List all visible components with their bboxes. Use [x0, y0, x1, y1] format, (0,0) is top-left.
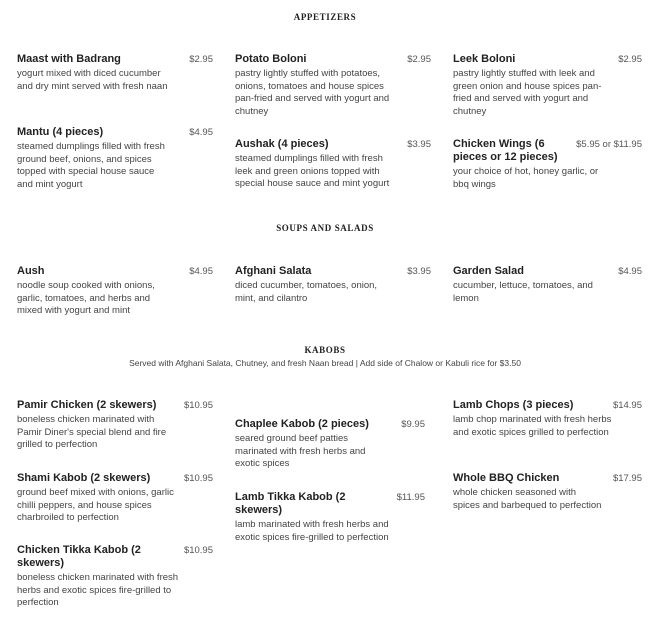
- item-description: yogurt mixed with diced cucumber and dry mint served with fresh naan: [17, 68, 168, 92]
- item-name: Lamb Tikka Kabob (2 skewers): [235, 491, 346, 516]
- menu-item-potato-boloni: [235, 53, 431, 118]
- item-name: Pamir Chicken (2 skewers): [17, 399, 157, 411]
- menu-item-afghani-salata: [235, 265, 431, 305]
- item-description: pastry lightly stuffed with potatoes, onions, tomatoes and house spices pan-fried and served with yogurt and chutney: [235, 68, 390, 117]
- item-price: $11.95: [396, 492, 425, 503]
- menu-item-shami-kabob: [17, 472, 213, 525]
- menu-item-garden-salad: [453, 265, 642, 305]
- menu-item-pamir-chicken: [17, 399, 213, 452]
- item-description: steamed dumplings filled with fresh leek and green onions topped with special house sauce and mint yogurt: [235, 153, 390, 189]
- section-title-appetizers: APPETIZERS: [293, 12, 357, 22]
- item-description: whole chicken seasoned with spices and barbequed to perfection: [453, 487, 602, 511]
- section-title-soups-and-salads: SOUPS AND SALADS: [276, 223, 374, 233]
- item-price: $9.95: [401, 419, 425, 430]
- item-description: boneless chicken marinated with Pamir Diner's special blend and fire grilled to perfection: [17, 414, 167, 450]
- item-price: $2.95: [618, 54, 642, 65]
- item-price: $14.95: [612, 400, 642, 411]
- item-description: lamb marinated with fresh herbs and exotic spices fire-grilled to perfection: [235, 519, 389, 543]
- item-name: Potato Boloni: [235, 53, 307, 65]
- item-price: $10.95: [183, 473, 213, 484]
- item-price: $17.95: [612, 473, 642, 484]
- menu-item-lamb-chops: [453, 399, 642, 439]
- item-description: steamed dumplings filled with fresh ground beef, onions, and spices topped with special house sauce and mint yogurt: [17, 141, 165, 190]
- item-name: Afghani Salata: [235, 265, 312, 277]
- menu-item-lamb-tikka-kabob: [235, 491, 425, 544]
- item-description: diced cucumber, tomatoes, onion, mint, and cilantro: [235, 280, 378, 304]
- menu-item-maast: [17, 53, 213, 93]
- section-title-kabobs: KABOBS: [304, 345, 346, 355]
- item-price: $3.95: [407, 266, 431, 277]
- item-price: $4.95: [618, 266, 642, 277]
- item-name: Lamb Chops (3 pieces): [453, 399, 574, 411]
- item-price: $3.95: [407, 139, 431, 150]
- item-name: Aushak (4 pieces): [235, 138, 329, 150]
- menu-item-aush: [17, 265, 213, 318]
- item-name: Chicken Tikka Kabob (2 skewers): [17, 544, 141, 569]
- item-description: seared ground beef patties marinated with fresh herbs and exotic spices: [235, 433, 366, 469]
- item-description: your choice of hot, honey garlic, or bbq wings: [453, 166, 599, 190]
- item-name: Whole BBQ Chicken: [453, 472, 560, 484]
- menu-item-whole-bbq-chicken: [453, 472, 642, 512]
- item-description: pastry lightly stuffed with leek and green onion and house spices pan-fried and served with yogurt and chutney: [453, 68, 602, 117]
- item-description: lamb chop marinated with fresh herbs and exotic spices grilled to perfection: [453, 414, 612, 438]
- item-price: $5.95 or $11.95: [576, 139, 642, 150]
- item-name: Leek Boloni: [453, 53, 516, 65]
- item-price: $10.95: [183, 400, 213, 411]
- item-name: Chicken Wings (6 pieces or 12 pieces): [453, 138, 558, 163]
- item-name: Chaplee Kabob (2 pieces): [235, 418, 369, 430]
- item-description: ground beef mixed with onions, garlic chilli peppers, and house spices charbroiled to perfection: [17, 487, 174, 523]
- menu-item-aushak: [235, 138, 431, 191]
- item-price: $4.95: [189, 266, 213, 277]
- kabobs-note: Served with Afghani Salata, Chutney, and fresh Naan bread | Add side of Chalow or Kabuli rice for $3.50: [129, 358, 521, 368]
- item-description: cucumber, lettuce, tomatoes, and lemon: [453, 280, 593, 304]
- item-name: Mantu (4 pieces): [17, 126, 104, 138]
- item-price: $10.95: [183, 545, 213, 556]
- menu-item-chaplee-kabob: [235, 418, 425, 471]
- item-name: Garden Salad: [453, 265, 524, 277]
- item-price: $2.95: [189, 54, 213, 65]
- menu-item-chicken-tikka-kabob: [17, 544, 213, 610]
- item-description: noodle soup cooked with onions, garlic, tomatoes, and herbs and mixed with yogurt and mint: [17, 280, 155, 316]
- item-name: Maast with Badrang: [17, 53, 121, 65]
- item-description: boneless chicken marinated with fresh herbs and exotic spices fire-grilled to perfection: [17, 572, 179, 608]
- menu-item-leek-boloni: [453, 53, 642, 118]
- menu-item-chicken-wings: [453, 138, 642, 191]
- menu-item-mantu: [17, 126, 213, 191]
- item-price: $2.95: [407, 54, 431, 65]
- item-name: Shami Kabob (2 skewers): [17, 472, 151, 484]
- item-price: $4.95: [189, 127, 213, 138]
- item-name: Aush: [17, 265, 45, 277]
